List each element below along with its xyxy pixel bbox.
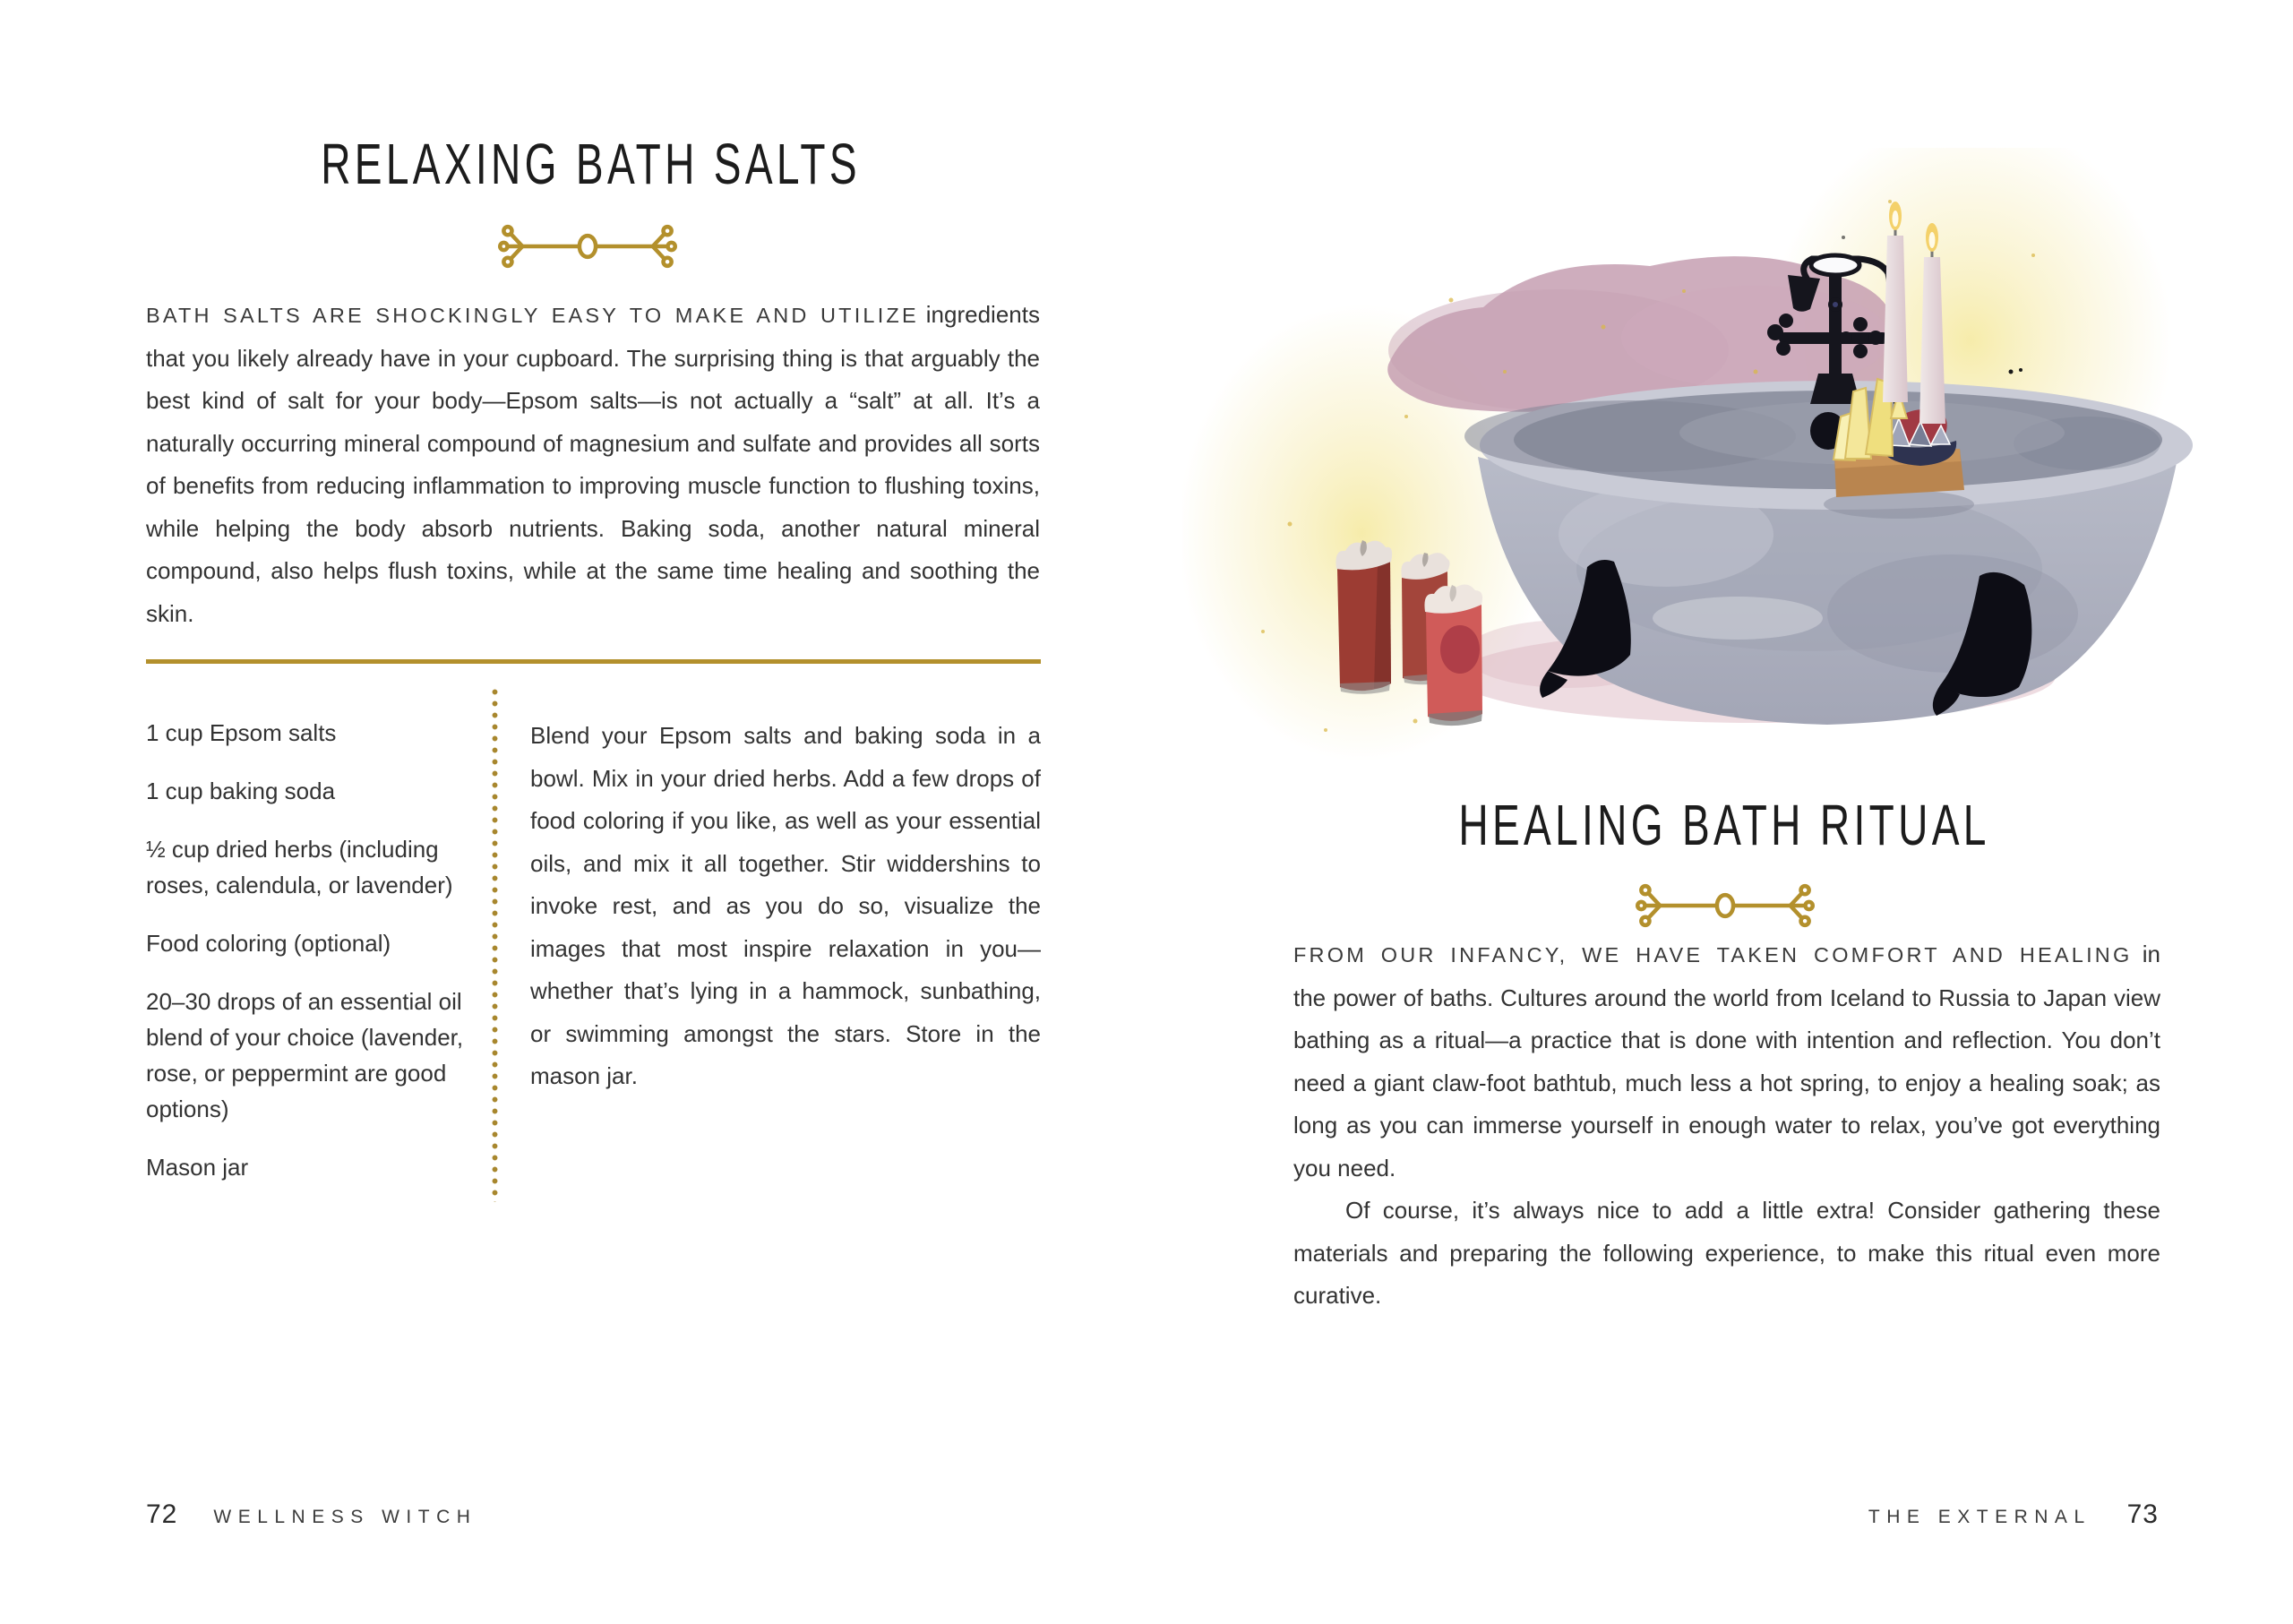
ingredients-dotted-divider: [492, 686, 498, 1202]
section-rule: [146, 659, 1041, 664]
ingredient-item: 1 cup Epsom salts: [146, 719, 337, 746]
running-title: THE EXTERNAL: [1868, 1507, 2091, 1527]
ritual-title-text: HEALING BATH RITUAL: [1458, 793, 1990, 857]
right-page-footer: [1293, 1499, 2159, 1530]
bathtub-illustration: [1182, 148, 2221, 766]
recipe-title-text: RELAXING BATH SALTS: [321, 132, 862, 196]
page-number: 73: [2126, 1499, 2159, 1529]
gold-divider-ornament: [498, 220, 677, 272]
gold-divider-ornament: [1636, 880, 1815, 932]
instructions-paragraph: Blend your Epsom salts and baking soda in a bowl. Mix in your dried herbs. Add a few drops of food coloring if you like, as well as your essential oils, and mix it all together. Stir widdershins to invoke rest, and as you do so, visualize the images that most inspire relaxation in you—whether that’s lying in a hammock, sunbathing, or swimming amongst the stars. Store in the mason jar.: [530, 722, 1041, 1089]
ingredient-item: ½ cup dried herbs (including roses, calendula, or lavender): [146, 836, 453, 898]
ingredient-item: 20–30 drops of an essential oil blend of your choice (lavender, rose, or peppermint are good options): [146, 988, 464, 1122]
ritual-paragraph-1: [1293, 933, 2160, 1190]
ritual-title: [1272, 792, 2177, 858]
recipe-title: [143, 131, 1039, 197]
ingredient-item: Food coloring (optional): [146, 930, 391, 957]
ingredient-item: 1 cup baking soda: [146, 778, 336, 804]
ritual-body-text: in the power of baths. Cultures around the world from Iceland to Russia to Japan view bathing as a ritual—a practice that is done with intention and reflection. You don’t need a giant claw-foot bathtub, much less a hot spring, to enjoy a healing soak; as long as you can immerse yourself in enough water to relax, you’ve got everything you need.: [1293, 941, 2160, 1181]
intro-lead-caps: BATH SALTS ARE SHOCKINGLY EASY TO MAKE AND UTILIZE: [146, 304, 919, 327]
ingredients-list: [146, 715, 486, 1207]
intro-body-text: ingredients that you likely already have in your cupboard. The surprising thing is that arguably the best kind of salt for your body—Epsom salts—is not actually a “salt” at all. It’s a naturally occurring mineral compound of magnesium and sulfate and provides all sorts of benefits from reducing inflammation to improving muscle function to flushing toxins, while helping the body absorb nutrients. Baking soda, another natural mineral compound, also helps flush toxins, while at the same time healing and soothing the skin.: [146, 301, 1040, 627]
intro-paragraph: [146, 294, 1040, 635]
ingredient-item: Mason jar: [146, 1154, 249, 1181]
ornament-strokes: [500, 227, 674, 266]
ritual-text-block: [1293, 933, 2160, 1318]
ritual-paragraph-2: Of course, it’s always nice to add a little extra! Consider gathering these materials and preparing the following experience, to make this ritual even more curative.: [1293, 1197, 2160, 1309]
ornament-strokes: [1637, 886, 1812, 925]
running-title: WELLNESS WITCH: [213, 1507, 477, 1527]
ritual-lead-caps: FROM OUR INFANCY, WE HAVE TAKEN COMFORT AND HEALING: [1293, 943, 2133, 967]
page-number: 72: [146, 1499, 178, 1529]
left-page-footer: [146, 1499, 477, 1530]
